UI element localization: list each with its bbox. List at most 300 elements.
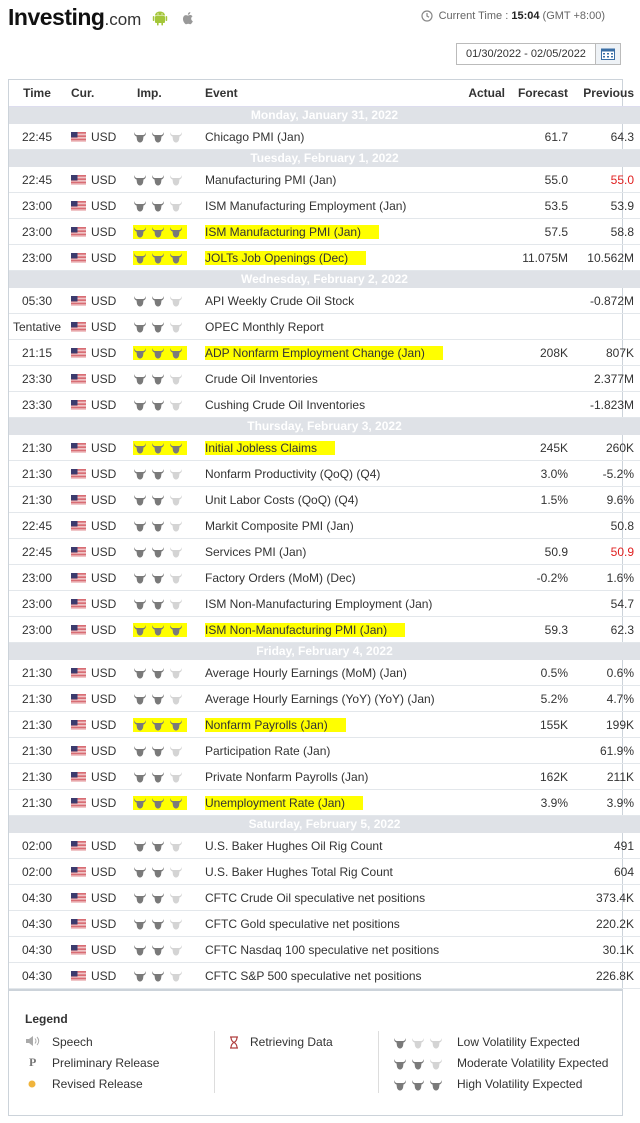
event-row[interactable] [9,513,640,539]
event-link[interactable]: CFTC Crude Oil speculative net positions [205,890,426,905]
event-forecast [505,591,568,617]
event-link[interactable]: OPEC Monthly Report [205,319,324,334]
us-flag-icon [71,175,86,185]
day-header-row [9,643,640,660]
us-flag-icon [71,893,86,903]
event-time: 23:30 [9,366,65,392]
bull-icon [151,840,165,852]
legend-moderate: Moderate Volatility Expected [457,1056,609,1070]
event-row[interactable] [9,124,640,150]
bull-icon [151,719,165,731]
event-actual [445,435,505,461]
event-actual [445,487,505,513]
event-row[interactable] [9,288,640,314]
bull-icon [169,546,183,558]
event-link[interactable]: ISM Manufacturing PMI (Jan) [205,225,379,239]
currency-code: USD [91,968,117,983]
event-forecast: 57.5 [505,219,568,245]
currency-code: USD [91,172,117,187]
event-row[interactable] [9,859,640,885]
bull-icon [393,1079,407,1091]
col-currency: Cur. [65,80,131,107]
bull-icon [151,373,165,385]
bull-icon [169,797,183,809]
bull-icon [133,546,147,558]
event-currency [65,764,131,790]
event-row[interactable] [9,937,640,963]
event-name[interactable] [205,435,445,461]
event-time: 21:30 [9,790,65,816]
bull-icon [151,892,165,904]
event-link[interactable]: Private Nonfarm Payrolls (Jan) [205,769,369,784]
event-previous: 4.7% [568,686,640,712]
table-header-row [9,80,640,107]
bull-icon [151,321,165,333]
event-previous: 9.6% [568,487,640,513]
us-flag-icon [71,443,86,453]
event-currency [65,366,131,392]
event-name[interactable] [205,764,445,790]
us-flag-icon [71,201,86,211]
event-name[interactable] [205,340,445,366]
event-actual [445,124,505,150]
bull-icon [169,347,183,359]
event-name[interactable] [205,288,445,314]
event-row[interactable] [9,885,640,911]
event-link[interactable]: Markit Composite PMI (Jan) [205,518,354,533]
event-time: 23:00 [9,193,65,219]
event-name[interactable] [205,487,445,513]
bull-icon [169,572,183,584]
event-row[interactable] [9,833,640,859]
event-currency [65,487,131,513]
event-actual [445,660,505,686]
event-row[interactable] [9,435,640,461]
event-name[interactable] [205,314,445,340]
current-time-label: Current Time : [438,10,509,22]
event-currency [65,124,131,150]
event-name[interactable] [205,392,445,418]
event-previous: 10.562M [568,245,640,271]
us-flag-icon [71,374,86,384]
event-name[interactable] [205,565,445,591]
event-forecast: 53.5 [505,193,568,219]
bull-icon [151,399,165,411]
event-link[interactable]: Manufacturing PMI (Jan) [205,172,337,187]
currency-code: USD [91,769,117,784]
us-flag-icon [71,227,86,237]
event-name[interactable] [205,859,445,885]
bull-icon [169,520,183,532]
event-previous: 58.8 [568,219,640,245]
event-link[interactable]: Chicago PMI (Jan) [205,129,305,144]
event-previous: 50.8 [568,513,640,539]
event-name[interactable] [205,461,445,487]
us-flag-icon [71,772,86,782]
event-row[interactable] [9,591,640,617]
event-importance [131,392,205,418]
event-importance [131,461,205,487]
event-link[interactable]: ISM Non-Manufacturing Employment (Jan) [205,596,433,611]
event-forecast: 5.2% [505,686,568,712]
event-actual [445,937,505,963]
event-link[interactable]: Cushing Crude Oil Inventories [205,397,366,412]
bull-icon [133,252,147,264]
event-name[interactable] [205,539,445,565]
day-label: Saturday, February 5, 2022 [9,816,640,833]
event-link[interactable]: Factory Orders (MoM) (Dec) [205,570,356,585]
bull-icon [151,771,165,783]
currency-code: USD [91,864,117,879]
event-importance [131,435,205,461]
event-forecast: 3.0% [505,461,568,487]
event-link[interactable]: U.S. Baker Hughes Oil Rig Count [205,838,383,853]
event-row[interactable] [9,790,640,816]
event-actual [445,167,505,193]
event-importance [131,366,205,392]
event-forecast [505,885,568,911]
event-actual [445,288,505,314]
event-name[interactable] [205,937,445,963]
event-row[interactable] [9,314,640,340]
event-link[interactable]: Services PMI (Jan) [205,544,307,559]
event-previous: 226.8K [568,963,640,989]
bull-icon [151,131,165,143]
apple-icon[interactable] [180,10,196,26]
event-link[interactable]: Nonfarm Payrolls (Jan) [205,718,346,732]
event-previous: -0.872M [568,288,640,314]
event-actual [445,885,505,911]
event-name[interactable] [205,963,445,989]
event-row[interactable] [9,712,640,738]
day-label: Monday, January 31, 2022 [9,107,640,124]
event-row[interactable] [9,963,640,989]
event-forecast: 0.5% [505,660,568,686]
hourglass-icon [229,1036,239,1049]
col-forecast: Forecast [505,80,568,107]
event-time: 21:15 [9,340,65,366]
bull-icon [169,131,183,143]
event-currency [65,539,131,565]
logo-suffix: .com [104,10,142,29]
event-forecast [505,937,568,963]
event-importance [131,487,205,513]
legend [8,990,623,1116]
event-link[interactable]: JOLTs Job Openings (Dec) [205,251,366,265]
us-flag-icon [71,348,86,358]
event-actual [445,565,505,591]
event-name[interactable] [205,790,445,816]
event-link[interactable]: Average Hourly Earnings (MoM) (Jan) [205,665,407,680]
event-link[interactable]: ISM Manufacturing Employment (Jan) [205,198,407,213]
currency-code: USD [91,691,117,706]
event-link[interactable]: ADP Nonfarm Employment Change (Jan) [205,346,443,360]
col-importance: Imp. [131,80,205,107]
legend-revised: Revised Release [52,1077,143,1091]
event-link[interactable]: Nonfarm Productivity (QoQ) (Q4) [205,466,381,481]
bull-icon [133,866,147,878]
event-name[interactable] [205,219,445,245]
event-row[interactable] [9,366,640,392]
economic-calendar [8,79,634,990]
event-currency [65,461,131,487]
event-link[interactable]: API Weekly Crude Oil Stock [205,293,355,308]
event-name[interactable] [205,660,445,686]
event-link[interactable]: Crude Oil Inventories [205,371,318,386]
event-time: 23:30 [9,392,65,418]
bull-icon [133,944,147,956]
day-label: Thursday, February 3, 2022 [9,418,640,435]
event-importance [131,167,205,193]
event-row[interactable] [9,167,640,193]
event-currency [65,712,131,738]
bull-icon [151,970,165,982]
bull-icon [151,624,165,636]
col-time: Time [9,80,65,107]
bull-icon [133,719,147,731]
day-label: Tuesday, February 1, 2022 [9,150,640,167]
bull-icon [151,667,165,679]
event-forecast [505,392,568,418]
event-name[interactable] [205,712,445,738]
event-link[interactable]: U.S. Baker Hughes Total Rig Count [205,864,393,879]
event-time: 22:45 [9,539,65,565]
col-previous: Previous [568,80,640,107]
event-time: 21:30 [9,764,65,790]
event-importance [131,245,205,271]
currency-code: USD [91,596,117,611]
event-time: 21:30 [9,435,65,461]
event-forecast: 162K [505,764,568,790]
bull-icon [411,1079,425,1091]
event-name[interactable] [205,833,445,859]
speech-icon [25,1035,41,1047]
event-name[interactable] [205,513,445,539]
event-name[interactable] [205,617,445,643]
event-link[interactable]: CFTC Gold speculative net positions [205,916,400,931]
us-flag-icon [71,253,86,263]
event-name[interactable] [205,245,445,271]
bull-icon [151,494,165,506]
event-actual [445,859,505,885]
event-time: 04:30 [9,937,65,963]
revised-dot-icon [28,1080,36,1088]
event-forecast: 3.9% [505,790,568,816]
event-link[interactable]: Initial Jobless Claims [205,441,335,455]
event-link[interactable]: Unit Labor Costs (QoQ) (Q4) [205,492,359,507]
event-actual [445,617,505,643]
event-forecast: 155K [505,712,568,738]
event-importance [131,738,205,764]
event-row[interactable] [9,245,640,271]
calendar-table [9,80,640,989]
event-forecast: 50.9 [505,539,568,565]
event-currency [65,963,131,989]
event-row[interactable] [9,617,640,643]
bull-icon [169,624,183,636]
bull-icon [169,970,183,982]
bull-icon [169,866,183,878]
event-currency [65,565,131,591]
event-row[interactable] [9,764,640,790]
event-link[interactable]: CFTC S&P 500 speculative net positions [205,968,422,983]
event-row[interactable] [9,539,640,565]
event-importance [131,937,205,963]
event-previous: 220.2K [568,911,640,937]
event-importance [131,340,205,366]
event-row[interactable] [9,193,640,219]
day-header-row [9,271,640,288]
event-previous: 1.6% [568,565,640,591]
bull-icon [169,442,183,454]
bull-icon [133,970,147,982]
event-row[interactable] [9,461,640,487]
event-forecast [505,859,568,885]
bull-icon [133,771,147,783]
event-row[interactable] [9,392,640,418]
event-previous: 30.1K [568,937,640,963]
event-previous: 50.9 [568,539,640,565]
bull-icon [151,598,165,610]
us-flag-icon [71,495,86,505]
timezone-label: (GMT +8:00) [542,10,605,22]
day-header-row [9,150,640,167]
event-link[interactable]: ISM Non-Manufacturing PMI (Jan) [205,623,405,637]
day-header-row [9,107,640,124]
bull-icon [133,468,147,480]
bull-icon [151,918,165,930]
android-icon[interactable] [152,10,168,26]
event-row[interactable] [9,487,640,513]
event-actual [445,911,505,937]
currency-code: USD [91,397,117,412]
bull-icon [429,1058,443,1070]
currency-code: USD [91,224,117,239]
bull-icon [169,174,183,186]
event-name[interactable] [205,686,445,712]
date-range-input[interactable]: 01/30/2022 - 02/05/2022 [456,43,595,65]
bull-icon [133,892,147,904]
event-name[interactable] [205,366,445,392]
day-label: Friday, February 4, 2022 [9,643,640,660]
us-flag-icon [71,720,86,730]
calendar-body [9,107,640,989]
event-actual [445,833,505,859]
event-actual [445,712,505,738]
event-link[interactable]: Average Hourly Earnings (YoY) (YoY) (Jan) [205,691,435,706]
event-forecast [505,738,568,764]
event-currency [65,790,131,816]
event-currency [65,859,131,885]
event-actual [445,340,505,366]
event-currency [65,219,131,245]
bull-icon [393,1058,407,1070]
bull-icon [429,1079,443,1091]
us-flag-icon [71,746,86,756]
bull-icon [411,1037,425,1049]
event-name[interactable] [205,193,445,219]
event-previous: 2.377M [568,366,640,392]
event-forecast: -0.2% [505,565,568,591]
us-flag-icon [71,400,86,410]
bull-icon [151,520,165,532]
event-name[interactable] [205,591,445,617]
date-range-picker[interactable] [456,43,621,65]
event-importance [131,219,205,245]
event-forecast: 59.3 [505,617,568,643]
event-forecast: 11.075M [505,245,568,271]
event-actual [445,963,505,989]
us-flag-icon [71,919,86,929]
event-forecast: 1.5% [505,487,568,513]
bull-icon [151,252,165,264]
event-importance [131,591,205,617]
currency-code: USD [91,518,117,533]
event-currency [65,660,131,686]
event-row[interactable] [9,686,640,712]
col-event: Event [205,80,445,107]
event-time: 02:00 [9,859,65,885]
event-currency [65,314,131,340]
event-link[interactable]: Participation Rate (Jan) [205,743,331,758]
event-currency [65,392,131,418]
moderate-volatility-icon [393,1056,447,1070]
event-link[interactable]: CFTC Nasdaq 100 speculative net positions [205,942,440,957]
event-importance [131,314,205,340]
event-row[interactable] [9,911,640,937]
event-name[interactable] [205,911,445,937]
legend-divider [378,1031,379,1093]
bull-icon [151,572,165,584]
event-forecast [505,288,568,314]
bull-icon [169,598,183,610]
event-time: 23:00 [9,219,65,245]
event-actual [445,686,505,712]
day-header-row [9,418,640,435]
calendar-button[interactable] [595,43,621,65]
event-importance [131,859,205,885]
bull-icon [133,174,147,186]
event-importance [131,513,205,539]
event-link[interactable]: Unemployment Rate (Jan) [205,796,363,810]
bull-icon [151,546,165,558]
event-row[interactable] [9,219,640,245]
bull-icon [133,226,147,238]
event-name[interactable] [205,738,445,764]
currency-code: USD [91,293,117,308]
bull-icon [133,295,147,307]
event-name[interactable] [205,124,445,150]
event-currency [65,435,131,461]
investing-logo[interactable] [8,4,141,31]
event-row[interactable] [9,340,640,366]
event-currency [65,245,131,271]
event-currency [65,340,131,366]
event-actual [445,219,505,245]
event-forecast [505,963,568,989]
event-row[interactable] [9,660,640,686]
event-name[interactable] [205,885,445,911]
currency-code: USD [91,440,117,455]
event-importance [131,885,205,911]
bull-icon [133,399,147,411]
event-name[interactable] [205,167,445,193]
event-row[interactable] [9,565,640,591]
currency-code: USD [91,916,117,931]
bull-icon [133,918,147,930]
event-row[interactable] [9,738,640,764]
us-flag-icon [71,867,86,877]
